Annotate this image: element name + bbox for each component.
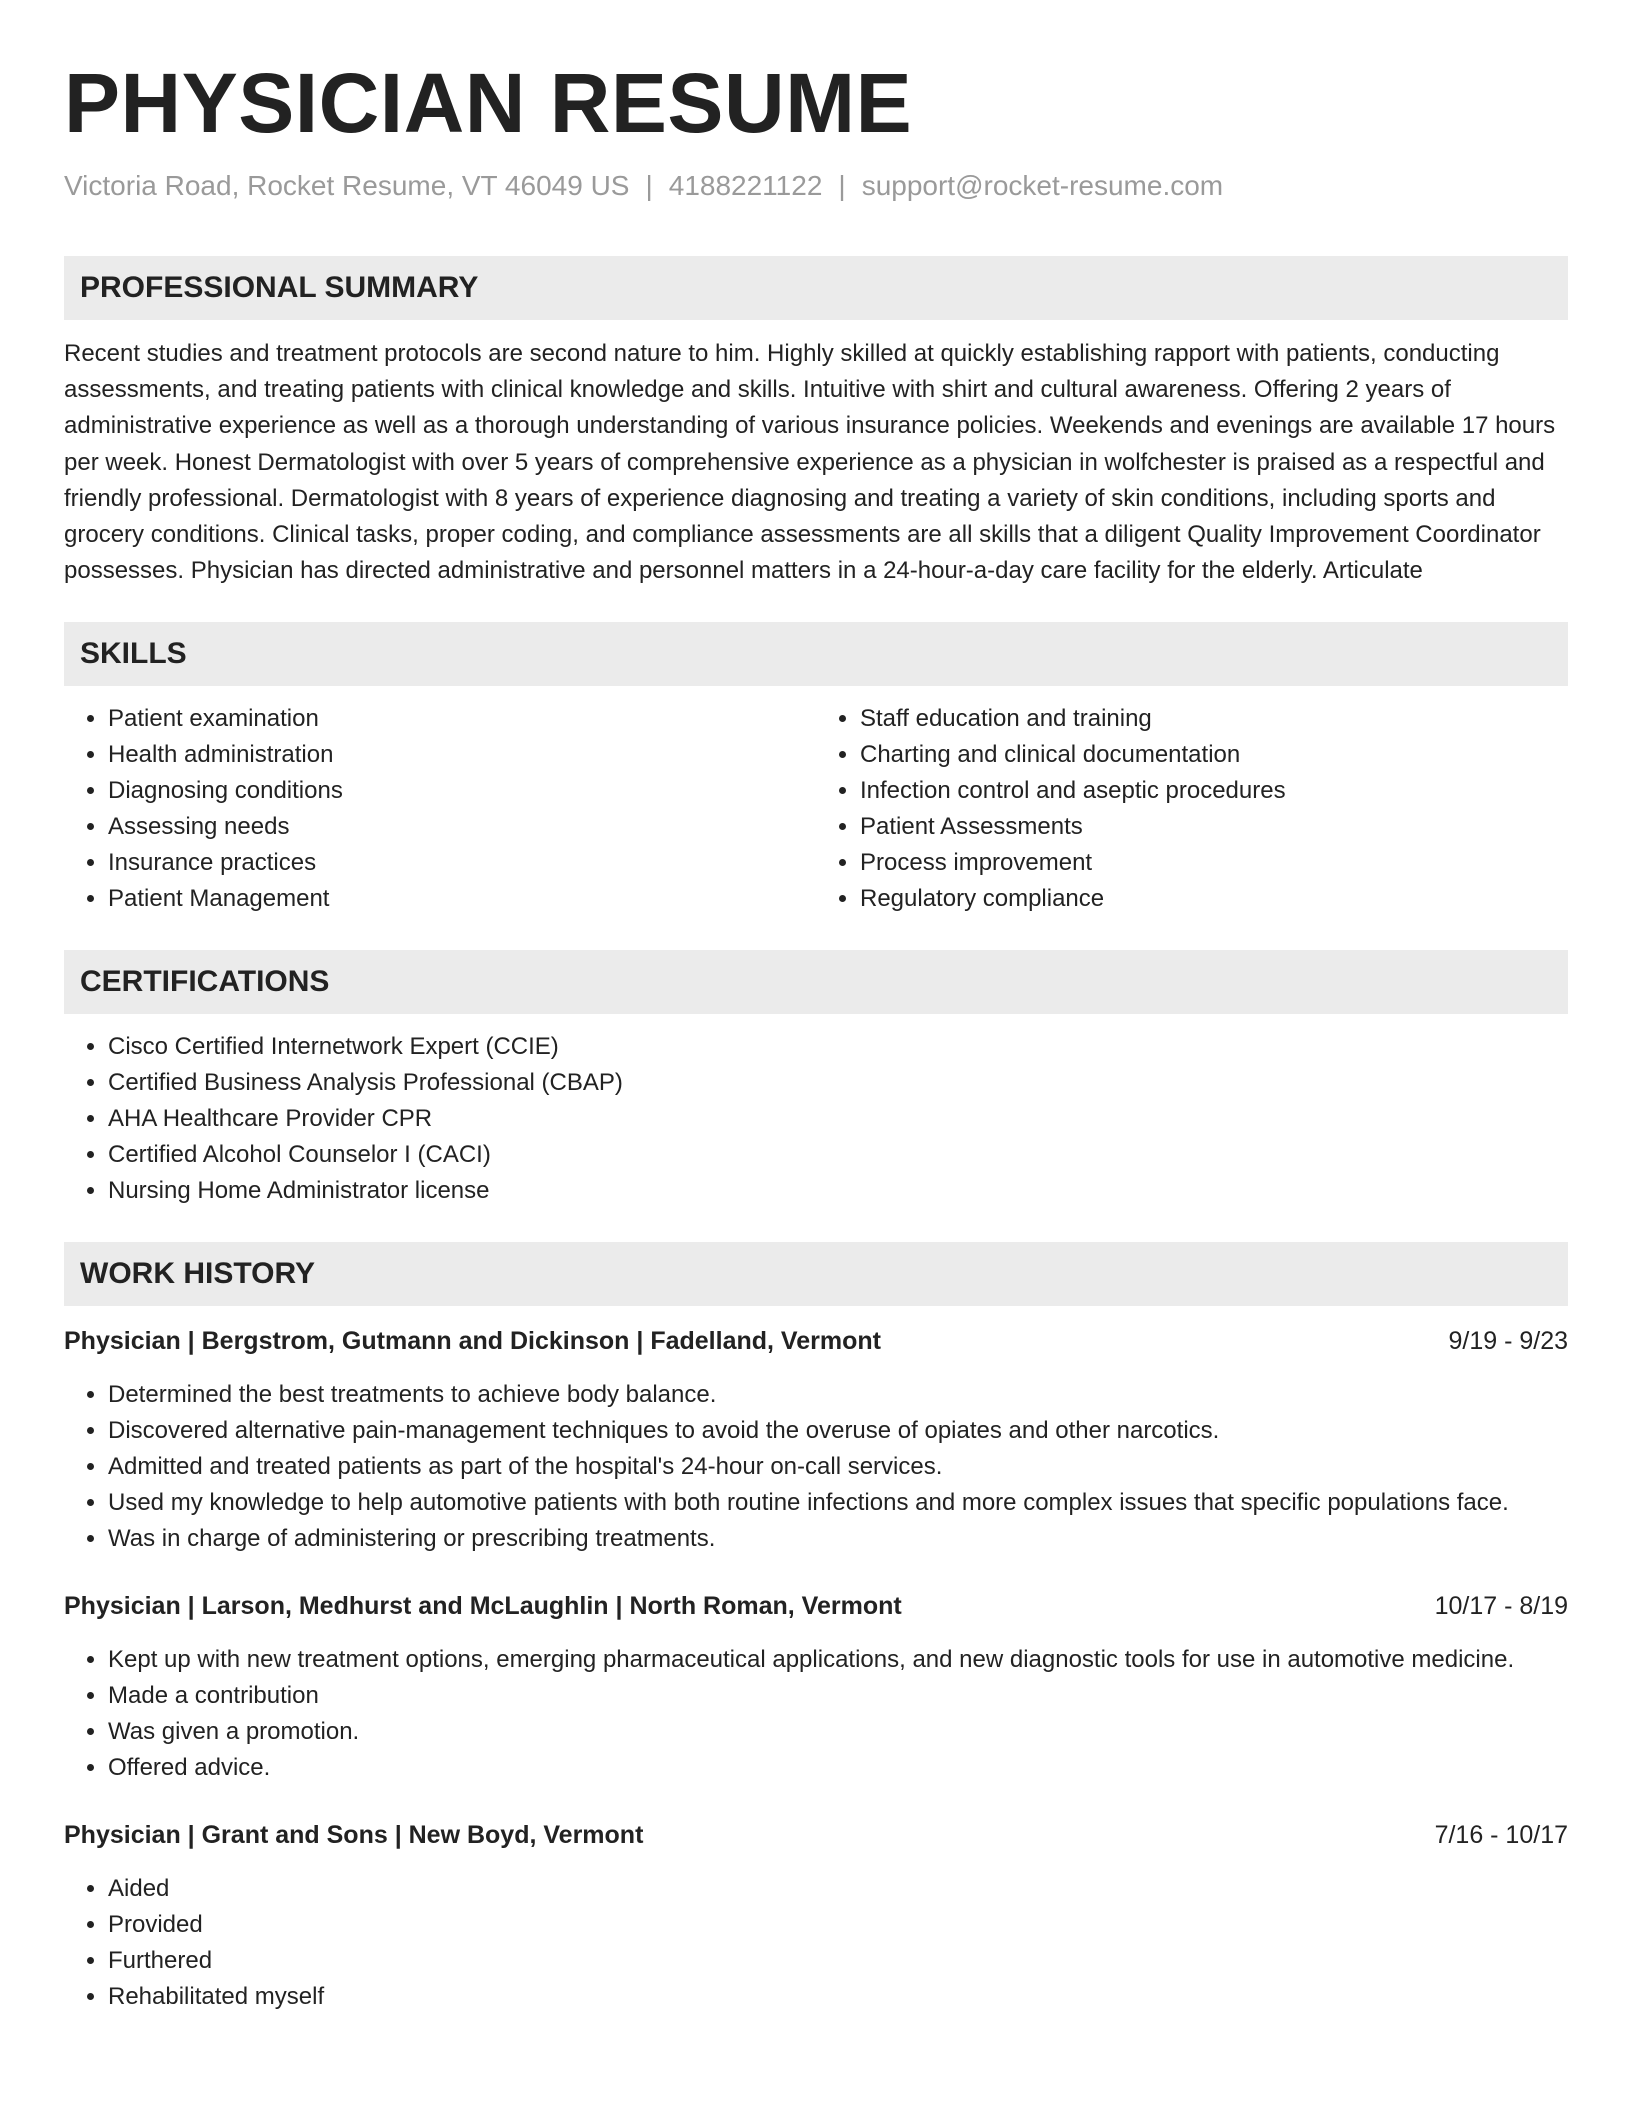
- job-dates: 10/17 - 8/19: [1434, 1592, 1568, 1621]
- job-bullet: • Used my knowledge to help automotive patients with both routine infections and more complex issues that specific populations face.: [108, 1485, 1568, 1521]
- contact-email: support@rocket-resume.com: [861, 170, 1224, 201]
- skills-column-left: [64, 701, 816, 917]
- job-bullet: • Made a contribution: [108, 1678, 1568, 1714]
- job-dates: 7/16 - 10/17: [1434, 1821, 1568, 1850]
- skill-item: • Regulatory compliance: [860, 881, 1568, 917]
- skill-item: • Infection control and aseptic procedures: [860, 773, 1568, 809]
- skill-item: • Charting and clinical documentation: [860, 737, 1568, 773]
- job-bullets: [64, 1642, 1568, 1786]
- certification-item: • AHA Healthcare Provider CPR: [108, 1101, 1568, 1137]
- job-bullet: • Aided: [108, 1871, 1568, 1907]
- contact-address: Victoria Road, Rocket Resume, VT 46049 US: [64, 170, 630, 201]
- skills-list: [64, 701, 1568, 917]
- skill-item: • Diagnosing conditions: [108, 773, 816, 809]
- skills-column-right: [816, 701, 1568, 917]
- contact-separator: |: [645, 170, 653, 201]
- job-header: [64, 1323, 1568, 1359]
- job-title: Physician | Larson, Medhurst and McLaughlin | North Roman, Vermont: [64, 1592, 902, 1621]
- job-bullet: • Admitted and treated patients as part of the hospital's 24-hour on-call services.: [108, 1449, 1568, 1485]
- contact-line: [64, 166, 1568, 206]
- job-bullet: • Provided: [108, 1907, 1568, 1943]
- job-bullet: • Kept up with new treatment options, emerging pharmaceutical applications, and new diagnostic tools for use in automotive medicine.: [108, 1642, 1568, 1678]
- job-bullets: [64, 1871, 1568, 2015]
- certification-item: • Certified Alcohol Counselor I (CACI): [108, 1137, 1568, 1173]
- job-bullet: • Was in charge of administering or prescribing treatments.: [108, 1521, 1568, 1557]
- job-header: [64, 1817, 1568, 1853]
- section-heading-summary: PROFESSIONAL SUMMARY: [64, 256, 1568, 320]
- section-heading-work-history: WORK HISTORY: [64, 1242, 1568, 1306]
- summary-text: Recent studies and treatment protocols are second nature to him. Highly skilled at quickly establishing rapport with patients, conducting assessments, and treating patients with clinical knowledge and skills. Intuitive with shirt and cultural awareness. Offering 2 years of administrative experience as well as a thorough understanding of various insurance policies. Weekends and evenings are available 17 hours per week. Honest Dermatologist with over 5 years of comprehensive experience as a physician in wolfchester is praised as a respectful and friendly professional. Dermatologist with 8 years of experience diagnosing and treating a variety of skin conditions, including sports and grocery conditions. Clinical tasks, proper coding, and compliance assessments are all skills that a diligent Quality Improvement Coordinator possesses. Physician has directed administrative and personnel matters in a 24-hour-a-day care facility for the elderly. Articulate: [64, 340, 1556, 585]
- skill-item: • Process improvement: [860, 845, 1568, 881]
- page-title: PHYSICIAN RESUME: [64, 56, 913, 150]
- job-bullet: • Furthered: [108, 1943, 1568, 1979]
- skill-item: • Assessing needs: [108, 809, 816, 845]
- job-title: Physician | Bergstrom, Gutmann and Dickinson | Fadelland, Vermont: [64, 1327, 881, 1356]
- skill-item: • Insurance practices: [108, 845, 816, 881]
- contact-separator: |: [838, 170, 846, 201]
- certifications-list: [64, 1029, 1568, 1209]
- job-bullet: • Discovered alternative pain-management techniques to avoid the overuse of opiates and other narcotics.: [108, 1413, 1568, 1449]
- skill-item: • Health administration: [108, 737, 816, 773]
- skill-item: • Staff education and training: [860, 701, 1568, 737]
- section-heading-certifications: CERTIFICATIONS: [64, 950, 1568, 1014]
- skill-item: • Patient Management: [108, 881, 816, 917]
- certification-item: • Certified Business Analysis Professional (CBAP): [108, 1065, 1568, 1101]
- job-header: [64, 1588, 1568, 1624]
- certification-item: • Nursing Home Administrator license: [108, 1173, 1568, 1209]
- certification-item: • Cisco Certified Internetwork Expert (CCIE): [108, 1029, 1568, 1065]
- section-heading-skills: SKILLS: [64, 622, 1568, 686]
- job-title: Physician | Grant and Sons | New Boyd, Vermont: [64, 1821, 644, 1850]
- skill-item: • Patient examination: [108, 701, 816, 737]
- job-bullet: • Rehabilitated myself: [108, 1979, 1568, 2015]
- job-bullet: • Offered advice.: [108, 1750, 1568, 1786]
- contact-phone: 4188221122: [668, 170, 823, 201]
- job-bullet: • Determined the best treatments to achieve body balance.: [108, 1377, 1568, 1413]
- job-dates: 9/19 - 9/23: [1448, 1327, 1568, 1356]
- job-bullets: [64, 1377, 1568, 1557]
- job-bullet: • Was given a promotion.: [108, 1714, 1568, 1750]
- skill-item: • Patient Assessments: [860, 809, 1568, 845]
